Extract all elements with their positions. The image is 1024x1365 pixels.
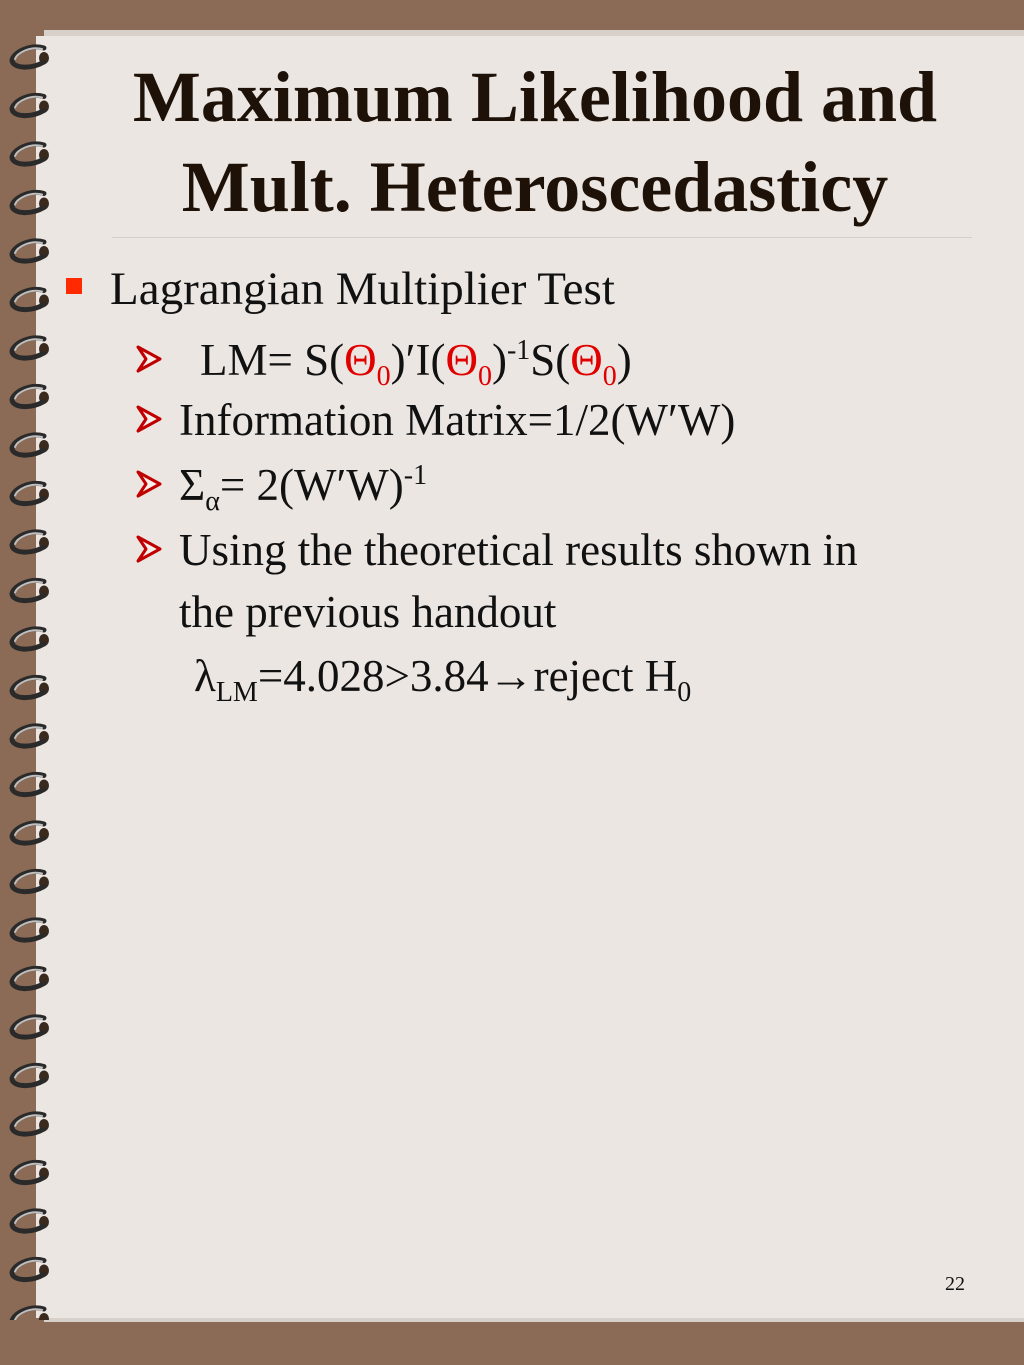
binding-ring-icon	[12, 920, 49, 940]
slide-title	[70, 52, 1000, 232]
binding-ring-icon	[12, 192, 49, 212]
theta-1	[344, 335, 391, 392]
theta-subscript: 0	[376, 361, 391, 392]
binding-ring-icon	[12, 144, 49, 164]
binding-ring-icon	[12, 289, 49, 309]
binding-ring-icon	[12, 1017, 49, 1037]
alpha-subscript: α	[205, 486, 220, 517]
theta-symbol: Θ	[445, 335, 478, 385]
lm-exponent: -1	[506, 335, 531, 366]
page-number: 22	[945, 1273, 965, 1295]
lambda-rest: =4.028>3.84→reject H	[257, 651, 678, 701]
title-line-2: Mult. Heteroscedasticy	[181, 147, 889, 227]
binding-ring-icon	[12, 871, 49, 891]
lm-subscript: LM	[215, 677, 258, 708]
sigma-symbol: Σ	[179, 460, 206, 510]
arrow-bullet-icon	[134, 469, 164, 499]
lm-prefix: LM= S(	[200, 335, 345, 385]
binding-ring-icon	[12, 774, 49, 794]
arrow-bullet-icon	[134, 404, 164, 434]
theta-3	[570, 335, 617, 392]
bullet-text: Lagrangian Multiplier Test	[110, 263, 615, 315]
binding-ring-icon	[12, 338, 49, 358]
arrow-bullet-icon	[134, 344, 164, 374]
lm-end: )	[616, 335, 632, 385]
using-results-line-1: Using the theoretical results shown in	[179, 525, 858, 575]
theta-symbol: Θ	[344, 335, 377, 385]
theta-subscript: 0	[477, 361, 492, 392]
lambda-symbol: λ	[194, 651, 216, 701]
using-results-line-2: the previous handout	[179, 587, 557, 637]
binding-ring-icon	[12, 968, 49, 988]
binding-ring-icon	[12, 726, 49, 746]
lm-mid-3: S(	[530, 335, 571, 385]
lm-mid-1: )′I(	[390, 335, 446, 385]
square-bullet-icon	[66, 278, 82, 294]
theta-subscript: 0	[602, 361, 617, 392]
binding-ring-icon	[12, 1065, 49, 1085]
binding-ring-icon	[12, 483, 49, 503]
theta-2	[445, 335, 492, 392]
theta-symbol: Θ	[570, 335, 603, 385]
binding-ring-icon	[12, 435, 49, 455]
information-matrix-text: Information Matrix=1/2(W′W)	[179, 395, 736, 445]
sigma-rest: = 2(W′W)	[219, 460, 404, 510]
title-divider	[112, 237, 972, 238]
binding-ring-icon	[12, 580, 49, 600]
binding-ring-icon	[12, 677, 49, 697]
arrow-bullet-icon	[134, 534, 164, 564]
lm-formula	[200, 330, 632, 390]
h0-subscript: 0	[677, 677, 692, 708]
binding-ring-icon	[12, 1211, 49, 1231]
binding-ring-icon	[12, 1162, 49, 1182]
binding-ring-icon	[12, 47, 49, 67]
title-line-1: Maximum Likelihood and	[132, 57, 938, 137]
binding-ring-icon	[12, 823, 49, 843]
lm-mid-2: )	[491, 335, 507, 385]
binding-ring-icon	[12, 1259, 49, 1279]
binding-ring-icon	[12, 241, 49, 261]
binding-ring-icon	[12, 386, 49, 406]
binding-ring-icon	[12, 1114, 49, 1134]
spiral-binding	[0, 30, 70, 1320]
binding-ring-icon	[12, 629, 49, 649]
binding-ring-icon	[12, 532, 49, 552]
binding-ring-icon	[12, 95, 49, 115]
sigma-exponent: -1	[403, 460, 428, 491]
lambda-result	[194, 646, 691, 706]
binding-ring-icon	[12, 1308, 49, 1320]
sigma-formula	[179, 455, 427, 515]
